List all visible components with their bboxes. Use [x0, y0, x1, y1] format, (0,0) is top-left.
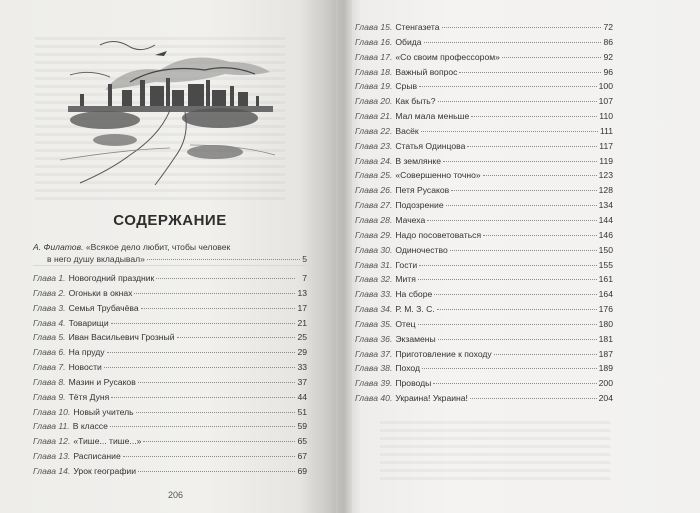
toc-entry[interactable]	[355, 215, 613, 230]
toc-entry[interactable]	[33, 273, 307, 288]
chapter-page: 150	[598, 244, 613, 255]
dot-leader	[470, 398, 597, 399]
chapter-title: Отец	[395, 318, 416, 329]
chapter-page: 67	[297, 451, 307, 462]
dot-leader	[107, 352, 295, 353]
toc-entry[interactable]	[355, 230, 613, 245]
toc-entry[interactable]	[33, 318, 307, 333]
chapter-number: Глава 16.	[355, 36, 393, 47]
chapter-title: Товарищи	[68, 317, 109, 328]
dot-leader	[438, 101, 597, 102]
dot-leader	[134, 293, 295, 294]
chapter-number: Глава 13.	[33, 451, 71, 462]
dot-leader	[442, 27, 602, 28]
dot-leader	[111, 397, 295, 398]
dot-leader	[110, 426, 295, 427]
dot-leader	[138, 382, 295, 383]
chapter-page: 161	[598, 274, 613, 285]
toc-entry[interactable]	[33, 377, 307, 392]
toc-list-left	[33, 273, 307, 481]
chapter-title: Новости	[68, 362, 102, 373]
chapter-title: Огоньки в окнах	[68, 287, 133, 298]
toc-entry[interactable]	[355, 156, 613, 171]
toc-entry[interactable]	[355, 52, 613, 67]
chapter-page: 164	[598, 289, 613, 300]
toc-list-right	[355, 22, 613, 408]
chapter-number: Глава 3.	[33, 302, 66, 313]
toc-entry[interactable]	[355, 304, 613, 319]
show-through-text	[380, 420, 610, 480]
chapter-title: В классе	[72, 421, 108, 432]
chapter-page: 117	[599, 140, 613, 151]
chapter-title: Обида	[395, 36, 422, 47]
dot-leader	[419, 265, 596, 266]
chapter-number: Глава 21.	[355, 111, 393, 122]
chapter-title: Тётя Дуня	[68, 391, 110, 402]
dot-leader	[422, 368, 597, 369]
toc-entry[interactable]	[33, 303, 307, 318]
right-page	[340, 0, 700, 513]
dot-leader	[502, 57, 601, 58]
chapter-title: Проводы	[395, 378, 432, 389]
intro-title-line2: в него душу вкладывал»	[47, 254, 145, 264]
book-gutter	[336, 0, 352, 513]
chapter-page: 128	[598, 185, 613, 196]
chapter-number: Глава 37.	[355, 348, 393, 359]
chapter-number: Глава 1.	[33, 273, 66, 283]
chapter-title: Мал мала меньше	[395, 111, 470, 122]
chapter-title: Иван Васильевич Грозный	[68, 332, 175, 343]
chapter-page: 7	[302, 273, 307, 283]
chapter-page: 144	[598, 214, 613, 225]
intro-author: А. Филатов.	[33, 242, 84, 252]
chapter-number: Глава 29.	[355, 229, 393, 240]
chapter-page: 204	[598, 393, 613, 404]
toc-entry[interactable]	[355, 126, 613, 141]
chapter-number: Глава 17.	[355, 51, 393, 62]
chapter-number: Глава 20.	[355, 96, 393, 107]
chapter-number: Глава 39.	[355, 378, 393, 389]
chapter-number: Глава 36.	[355, 333, 393, 344]
chapter-page: 51	[297, 406, 307, 417]
chapter-title: Подозрение	[395, 200, 444, 211]
chapter-page: 92	[603, 51, 613, 62]
chapter-number: Глава 19.	[355, 81, 393, 92]
chapter-page: 59	[297, 421, 307, 432]
chapter-page: 110	[599, 111, 613, 122]
toc-entry[interactable]	[33, 347, 307, 362]
chapter-number: Глава 2.	[33, 287, 66, 298]
toc-entry[interactable]	[355, 245, 613, 260]
dot-leader	[494, 354, 597, 355]
chapter-page: 25	[297, 332, 307, 343]
chapter-title: В землянке	[395, 155, 442, 166]
chapter-page: 100	[598, 81, 613, 92]
toc-entry[interactable]	[355, 185, 613, 200]
toc-entry[interactable]	[355, 334, 613, 349]
chapter-number: Глава 14.	[33, 465, 71, 476]
chapter-title: Расписание	[73, 451, 121, 462]
chapter-page: 44	[297, 391, 307, 402]
dot-leader	[427, 220, 596, 221]
toc-entry[interactable]	[33, 332, 307, 347]
dot-leader	[418, 324, 597, 325]
chapter-title: Статья Одинцова	[395, 140, 466, 151]
dot-leader	[434, 294, 596, 295]
chapter-page: 123	[598, 170, 613, 181]
dot-leader	[143, 441, 295, 442]
dot-leader	[433, 383, 596, 384]
dot-leader	[459, 72, 601, 73]
dot-leader	[147, 259, 300, 260]
dot-leader	[421, 131, 598, 132]
dot-leader	[443, 161, 597, 162]
chapter-page: 13	[297, 287, 307, 298]
chapter-title: Поход	[395, 363, 421, 374]
chapter-page: 146	[598, 229, 613, 240]
toc-entry[interactable]	[33, 392, 307, 407]
chapter-title: Как быть?	[395, 96, 436, 107]
toc-intro-entry[interactable]	[33, 241, 307, 265]
dot-leader	[141, 308, 295, 309]
dot-leader	[111, 323, 295, 324]
toc-entry[interactable]	[355, 141, 613, 156]
toc-entry[interactable]	[355, 170, 613, 185]
chapter-number: Глава 18.	[355, 66, 393, 77]
chapter-page: 134	[598, 200, 613, 211]
chapter-page: 155	[598, 259, 613, 270]
chapter-page: 69	[297, 465, 307, 476]
chapter-page: 180	[598, 318, 613, 329]
chapter-page: 17	[297, 302, 307, 313]
chapter-title: Мазин и Русаков	[68, 376, 136, 387]
chapter-title: Новогодний праздник	[68, 273, 155, 283]
intro-title-line1: «Всякое дело любит, чтобы человек	[85, 242, 231, 252]
toc-entry[interactable]	[33, 288, 307, 303]
chapter-number: Глава 34.	[355, 304, 393, 315]
chapter-number: Глава 33.	[355, 289, 393, 300]
left-page	[0, 0, 340, 513]
chapter-title: Васёк	[395, 125, 419, 136]
chapter-page: 111	[599, 125, 613, 136]
chapter-page: 29	[297, 347, 307, 358]
dot-leader	[471, 116, 597, 117]
dot-leader	[177, 337, 295, 338]
dot-leader	[467, 146, 597, 147]
toc-entry[interactable]	[355, 349, 613, 364]
toc-entry[interactable]	[355, 378, 613, 393]
chapter-number: Глава 24.	[355, 155, 393, 166]
dot-leader	[138, 471, 295, 472]
chapter-page: 33	[297, 362, 307, 373]
toc-entry[interactable]	[355, 81, 613, 96]
chapter-title: Митя	[395, 274, 416, 285]
dot-leader	[123, 456, 295, 457]
chapter-page: 21	[297, 317, 307, 328]
page-number: 206	[168, 490, 184, 500]
chapter-title: Одиночество	[395, 244, 448, 255]
dot-leader	[446, 205, 597, 206]
chapter-title: Гости	[395, 259, 418, 270]
dot-leader	[451, 190, 596, 191]
chapter-number: Глава 27.	[355, 200, 393, 211]
divider	[33, 265, 307, 266]
chapter-title: Украина! Украина!	[395, 393, 468, 404]
chapter-page: 86	[603, 36, 613, 47]
toc-entry[interactable]	[33, 451, 307, 466]
chapter-number: Глава 35.	[355, 318, 393, 329]
chapter-number: Глава 4.	[33, 317, 66, 328]
chapter-title: Приготовление к походу	[395, 348, 492, 359]
chapter-title: Семья Трубачёва	[68, 302, 139, 313]
chapter-number: Глава 38.	[355, 363, 393, 374]
toc-entry[interactable]	[355, 274, 613, 289]
chapter-title: Надо посоветоваться	[395, 229, 482, 240]
dot-leader	[136, 412, 295, 413]
chapter-number: Глава 5.	[33, 332, 66, 343]
chapter-title: «Совершенно точно»	[395, 170, 481, 181]
chapter-title: Урок географии	[73, 465, 136, 476]
toc-entry[interactable]	[355, 67, 613, 82]
chapter-page: 72	[603, 22, 613, 32]
chapter-title: Важный вопрос	[395, 66, 458, 77]
chapter-title: Мачеха	[395, 214, 426, 225]
chapter-title: На сборе	[395, 289, 433, 300]
toc-entry[interactable]	[355, 37, 613, 52]
chapter-number: Глава 28.	[355, 214, 393, 225]
toc-entry[interactable]	[355, 22, 613, 37]
chapter-number: Глава 40.	[355, 393, 393, 404]
chapter-number: Глава 26.	[355, 185, 393, 196]
toc-entry[interactable]	[33, 436, 307, 451]
chapter-title: Срыв	[395, 81, 418, 92]
chapter-number: Глава 25.	[355, 170, 393, 181]
dot-leader	[438, 339, 597, 340]
chapter-page: 187	[598, 348, 613, 359]
chapter-number: Глава 11.	[33, 421, 70, 432]
chapter-number: Глава 7.	[33, 362, 66, 373]
chapter-page: 65	[297, 436, 307, 447]
dot-leader	[483, 175, 597, 176]
chapter-number: Глава 15.	[355, 22, 393, 32]
chapter-page: 200	[598, 378, 613, 389]
dot-leader	[450, 250, 597, 251]
dot-leader	[483, 235, 597, 236]
toc-entry[interactable]	[33, 407, 307, 422]
toc-entry[interactable]	[355, 289, 613, 304]
chapter-page: 119	[599, 155, 613, 166]
chapter-title: Р. М. З. С.	[395, 304, 435, 315]
chapter-number: Глава 6.	[33, 347, 66, 358]
toc-entry[interactable]	[33, 466, 307, 481]
chapter-number: Глава 22.	[355, 125, 393, 136]
toc-entry[interactable]	[355, 111, 613, 126]
chapter-number: Глава 32.	[355, 274, 393, 285]
toc-entry[interactable]	[33, 362, 307, 377]
toc-entry[interactable]	[355, 260, 613, 275]
chapter-title: «Тише... тише...»	[73, 436, 142, 447]
toc-heading: СОДЕРЖАНИЕ	[113, 212, 227, 229]
chapter-title: На пруду	[68, 347, 105, 358]
chapter-page: 189	[598, 363, 613, 374]
chapter-number: Глава 8.	[33, 376, 66, 387]
dot-leader	[419, 86, 597, 87]
chapter-number: Глава 10.	[33, 406, 71, 417]
chapter-page: 107	[598, 96, 613, 107]
chapter-number: Глава 9.	[33, 391, 66, 402]
industrial-landscape-illustration	[60, 20, 280, 190]
toc-entry[interactable]	[355, 200, 613, 215]
chapter-title: Экзамены	[395, 333, 436, 344]
dot-leader	[156, 278, 295, 279]
toc-entry[interactable]	[355, 319, 613, 334]
chapter-number: Глава 30.	[355, 244, 393, 255]
chapter-page: 176	[598, 304, 613, 315]
toc-entry[interactable]	[355, 96, 613, 111]
chapter-page: 96	[603, 66, 613, 77]
toc-entry[interactable]	[33, 421, 307, 436]
chapter-number: Глава 31.	[355, 259, 393, 270]
toc-entry[interactable]	[355, 363, 613, 378]
toc-entry[interactable]	[355, 393, 613, 408]
chapter-title: Новый учитель	[73, 406, 134, 417]
dot-leader	[104, 367, 295, 368]
chapter-title: «Со своим профессором»	[395, 51, 500, 62]
intro-page: 5	[302, 254, 307, 264]
chapter-title: Стенгазета	[395, 22, 440, 32]
chapter-number: Глава 23.	[355, 140, 393, 151]
chapter-page: 181	[598, 333, 613, 344]
dot-leader	[418, 279, 597, 280]
chapter-title: Петя Русаков	[395, 185, 450, 196]
dot-leader	[437, 309, 597, 310]
dot-leader	[424, 42, 601, 43]
chapter-page: 37	[297, 376, 307, 387]
chapter-number: Глава 12.	[33, 436, 71, 447]
